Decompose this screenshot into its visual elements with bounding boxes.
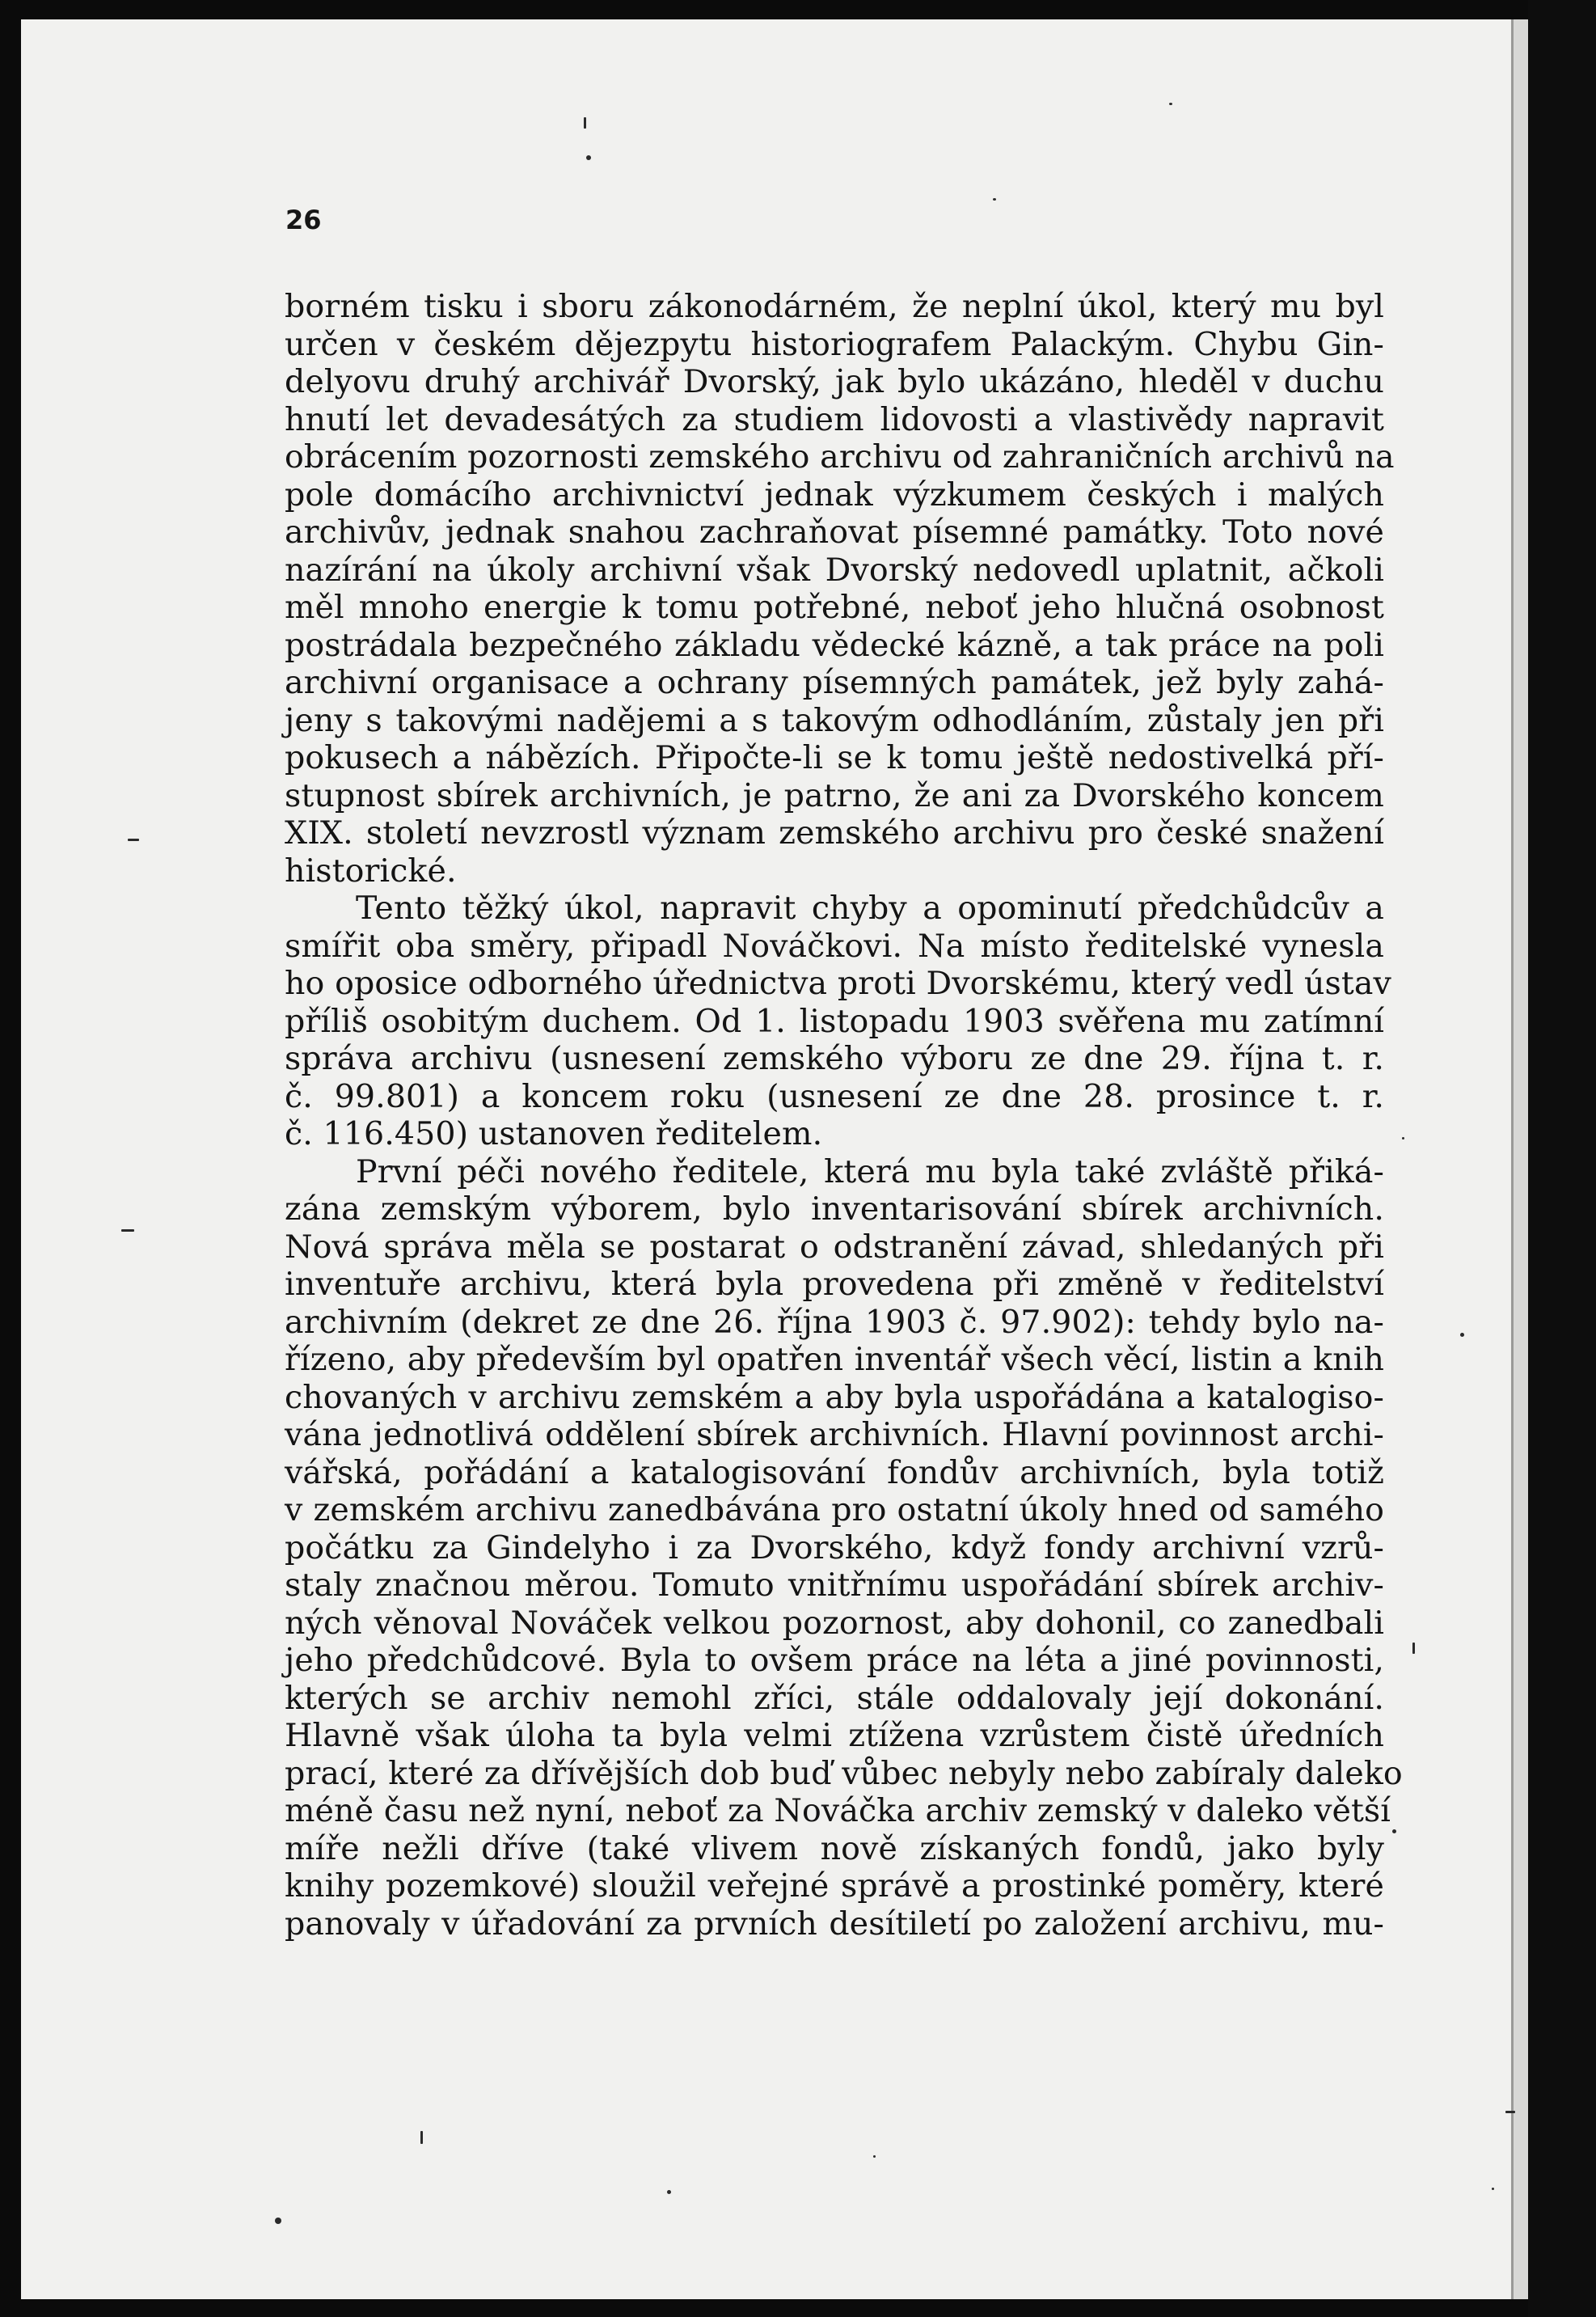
text-line: smířit oba směry, připadl Nováčkovi. Na místo ředitelské vynesla	[285, 927, 1384, 965]
text-line: č. 116.450) ustanoven ředitelem.	[285, 1115, 823, 1152]
text-line: vářská, pořádání a katalogisování fondův archivních, byla totiž	[285, 1453, 1384, 1491]
scan-speck	[128, 839, 139, 841]
scan-border-right	[1528, 0, 1596, 2317]
text-line: ho oposice odborného úřednictva proti Dvorskému, který vedl ústav	[285, 965, 1391, 1002]
facing-page-edge	[1511, 19, 1528, 2299]
scan-speck	[1505, 2111, 1515, 2113]
scan-border-top	[0, 0, 1596, 19]
text-line: inventuře archivu, která byla provedena při změně v ředitelství	[285, 1266, 1384, 1303]
text-line: archivův, jednak snahou zachraňovat písemné památky. Toto nové	[285, 514, 1384, 551]
text-line: hnutí let devadesátých za studiem lidovosti a vlastivědy napravit	[285, 400, 1384, 438]
scan-speck	[1402, 1137, 1404, 1139]
scan-speck	[1169, 103, 1172, 105]
scan-speck	[121, 1229, 134, 1232]
page-number: 26	[285, 205, 322, 235]
scan-speck	[586, 155, 591, 160]
text-line: Nová správa měla se postarat o odstranění závad, shledaných při	[285, 1228, 1384, 1266]
text-line: chovaných v archivu zemském a aby byla uspořádána a katalogiso-	[285, 1378, 1384, 1416]
text-line: příliš osobitým duchem. Od 1. listopadu 1903 svěřena mu zatímní	[285, 1002, 1384, 1040]
scan-speck	[1460, 1333, 1464, 1337]
paragraph-start-line: První péči nového ředitele, která mu byla také zvláště přiká-	[356, 1152, 1384, 1190]
scan-border-left	[0, 0, 21, 2317]
scan-speck	[993, 198, 996, 201]
text-line: postrádala bezpečného základu vědecké kázně, a tak práce na poli	[285, 626, 1384, 664]
text-line: knihy pozemkové) sloužil veřejné správě a prostinké poměry, které	[285, 1867, 1384, 1905]
text-line: delyovu druhý archivář Dvorský, jak bylo ukázáno, hleděl v duchu	[285, 363, 1384, 400]
scan-speck	[275, 2218, 281, 2224]
text-line: vána jednotlivá oddělení sbírek archivních. Hlavní povinnost archi-	[285, 1416, 1384, 1453]
text-line: obrácením pozornosti zemského archivu od zahraničních archivů na	[285, 438, 1395, 476]
text-line: ných věnoval Nováček velkou pozornost, aby dohonil, co zanedbali	[285, 1604, 1384, 1642]
scan-speck	[1412, 1643, 1415, 1654]
text-line: pokusech a nábězích. Připočte-li se k tomu ještě nedostivelká pří-	[285, 739, 1384, 776]
text-line: jeny s takovými nadějemi a s takovým odhodláním, zůstaly jen při	[285, 701, 1384, 739]
text-line: měl mnoho energie k tomu potřebné, neboť jeho hlučná osobnost	[285, 589, 1384, 626]
scan-border-bottom	[0, 2299, 1596, 2317]
text-line: pole domácího archivnictví jednak výzkumem českých i malých	[285, 476, 1384, 514]
text-line: méně času než nyní, neboť za Nováčka archiv zemský v daleko větší	[285, 1792, 1391, 1829]
scan-speck	[873, 2155, 876, 2158]
text-line: stupnost sbírek archivních, je patrno, že ani za Dvorského koncem	[285, 776, 1384, 814]
text-line: archivní organisace a ochrany písemných památek, jež byly zahá-	[285, 664, 1384, 701]
text-line: prací, které za dřívějších dob buď vůbec nebyly nebo zabíraly daleko	[285, 1754, 1403, 1792]
text-line: XIX. století nevzrostl význam zemského archivu pro české snažení	[285, 814, 1384, 852]
text-line: Hlavně však úloha ta byla velmi ztížena vzrůstem čistě úředních	[285, 1717, 1384, 1754]
text-line: historické.	[285, 852, 457, 890]
text-line: míře nežli dříve (také vlivem nově získaných fondů, jako byly	[285, 1829, 1384, 1867]
text-line: řízeno, aby především byl opatřen inventář všech věcí, listin a knih	[285, 1341, 1384, 1378]
text-line: zána zemským výborem, bylo inventarisování sbírek archivních.	[285, 1190, 1384, 1228]
body-text	[285, 288, 1403, 1943]
paragraph-start-line: Tento těžký úkol, napravit chyby a opominutí předchůdcův a	[356, 890, 1384, 927]
text-line: nazírání na úkoly archivní však Dvorský nedovedl uplatnit, ačkoli	[285, 551, 1384, 589]
text-line: panovaly v úřadování za prvních desítiletí po založení archivu, mu-	[285, 1905, 1384, 1943]
scan-speck	[1492, 2188, 1494, 2190]
text-line: počátku za Gindelyho i za Dvorského, když fondy archivní vzrů-	[285, 1528, 1384, 1567]
text-line: určen v českém dějezpytu historiografem Palackým. Chybu Gin-	[285, 325, 1384, 363]
scan-speck	[667, 2190, 671, 2194]
scan-speck	[420, 2131, 423, 2144]
text-line: archivním (dekret ze dne 26. října 1903 č. 97.902): tehdy bylo na-	[285, 1303, 1384, 1341]
text-line: správa archivu (usnesení zemského výboru ze dne 29. října t. r.	[285, 1040, 1384, 1077]
text-line: v zemském archivu zanedbávána pro ostatní úkoly hned od samého	[285, 1491, 1384, 1528]
scan-speck	[584, 117, 586, 129]
text-line: kterých se archiv nemohl zříci, stále oddalovaly její dokonání.	[285, 1679, 1384, 1717]
text-line: jeho předchůdcové. Byla to ovšem práce na léta a jiné povinnosti,	[285, 1642, 1384, 1679]
text-line: staly značnou měrou. Tomuto vnitřnímu uspořádání sbírek archiv-	[285, 1567, 1384, 1604]
text-line: č. 99.801) a koncem roku (usnesení ze dne 28. prosince t. r.	[285, 1077, 1384, 1115]
scan-speck	[1392, 1829, 1396, 1833]
text-line: borném tisku i sboru zákonodárném, že neplní úkol, který mu byl	[285, 288, 1384, 325]
